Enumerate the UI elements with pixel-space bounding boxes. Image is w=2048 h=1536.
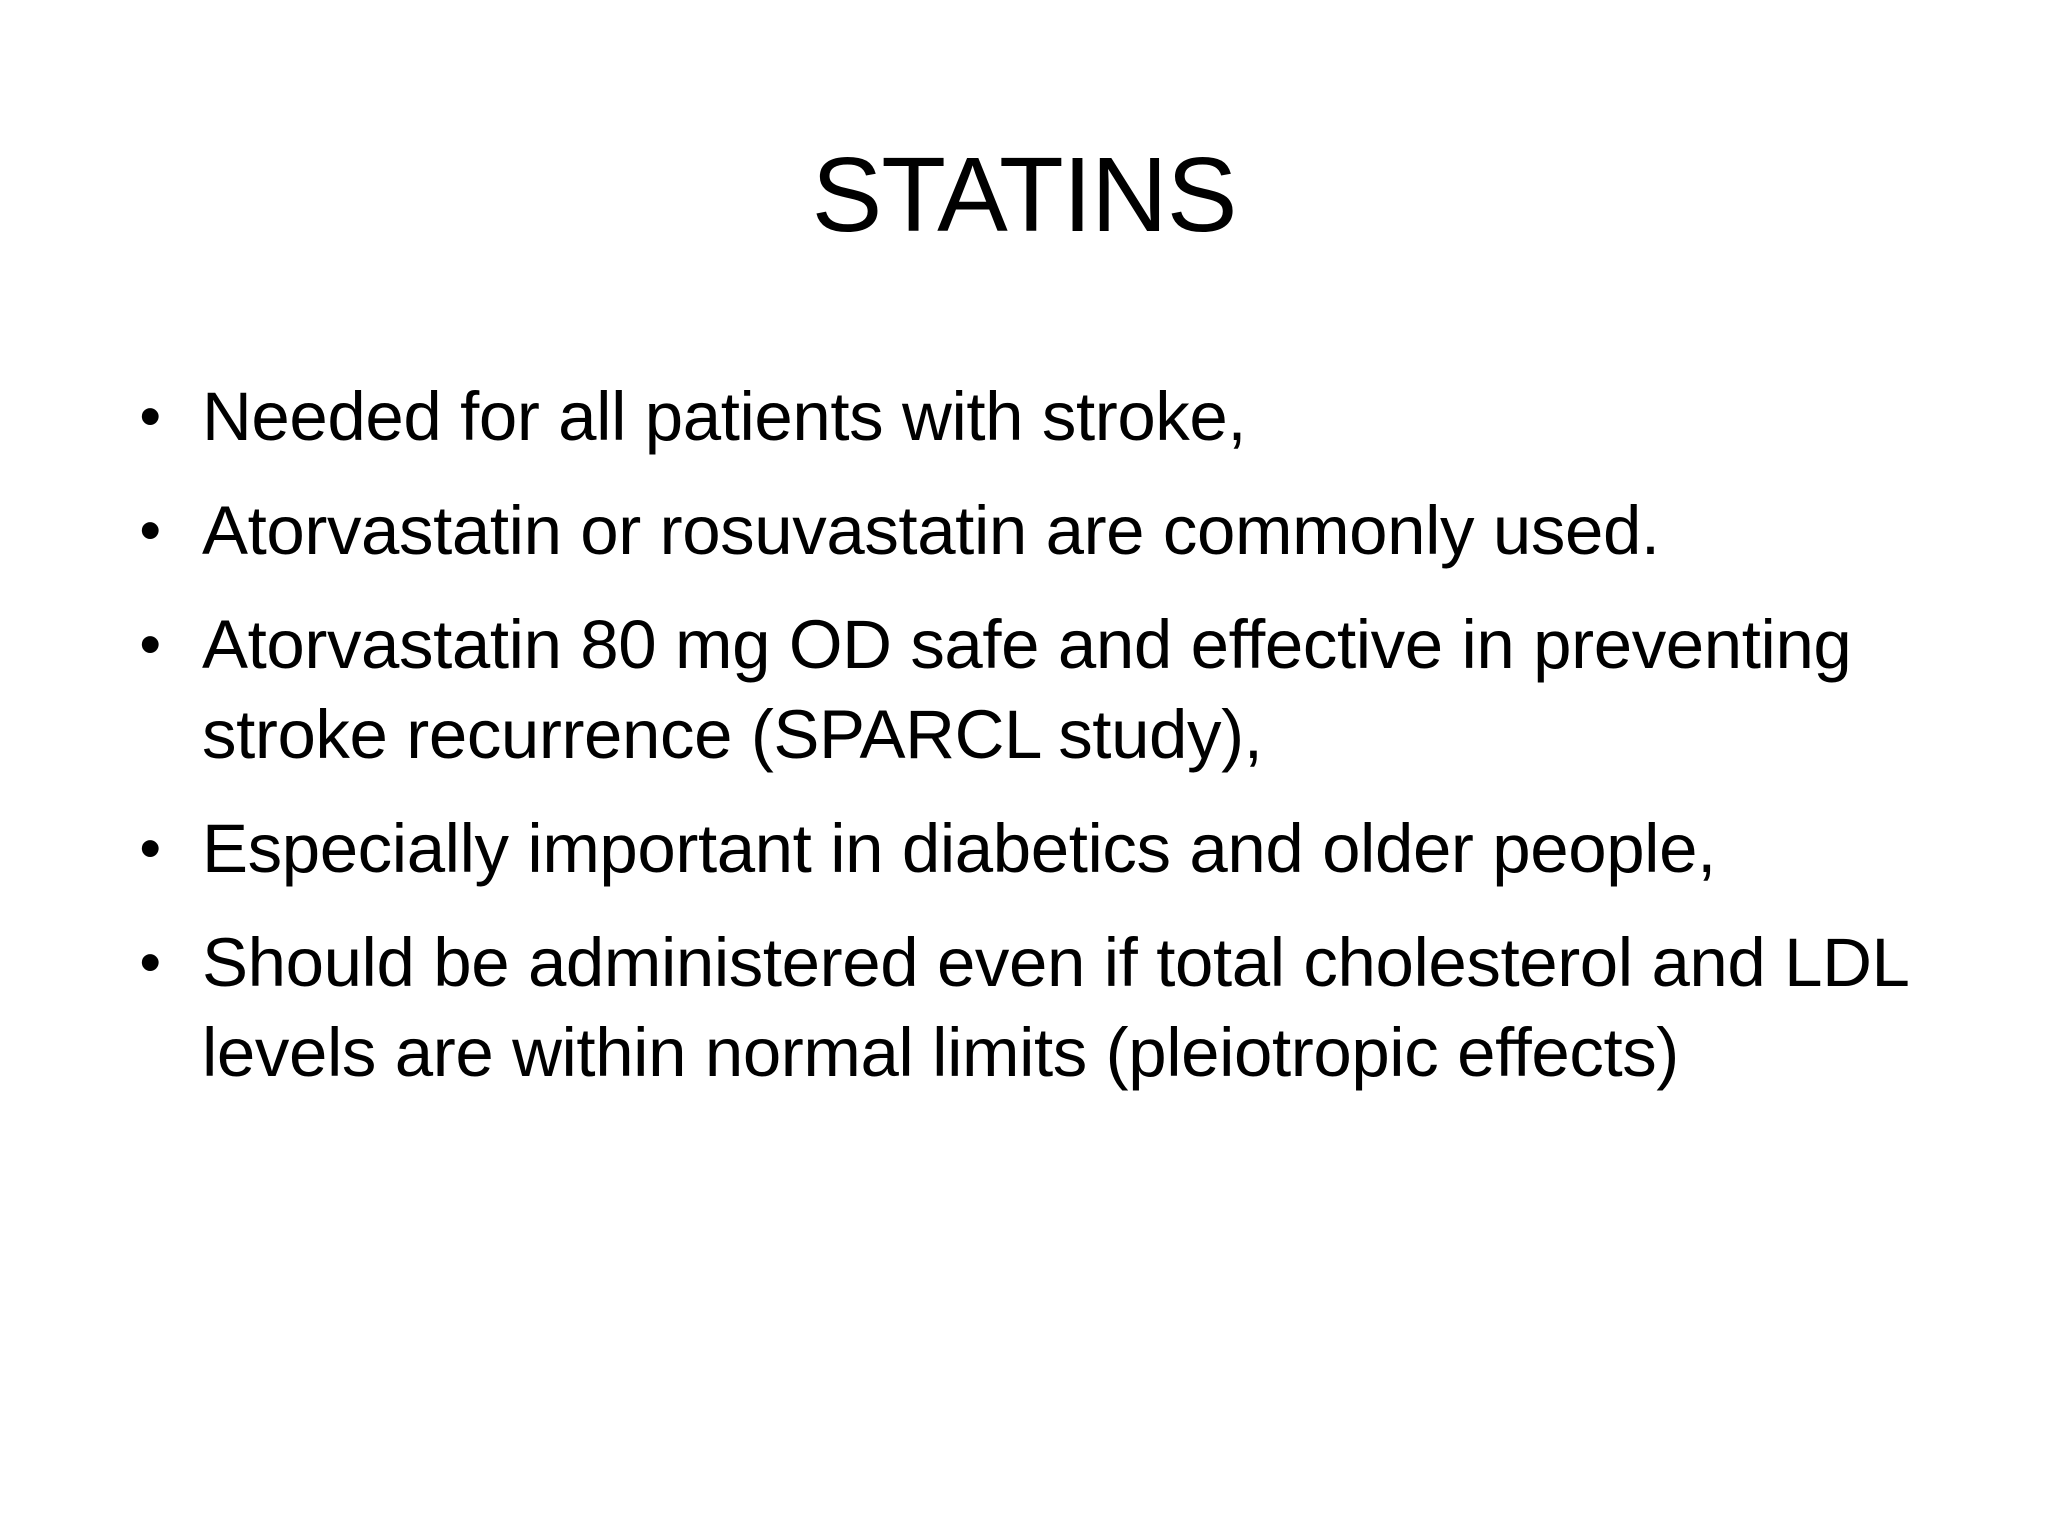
bullet-text: Should be administered even if total cholesterol and LDL levels are within normal limits (pleiotropic effects) [202,924,1907,1091]
bullet-item-common-statins [120,486,1970,576]
bullet-item-normal-limits [120,918,1970,1098]
slide-title: STATINS [811,136,1237,254]
bullet-text: Especially important in diabetics and older people, [202,810,1716,887]
bullet-icon: • [139,382,161,451]
bullet-text: Needed for all patients with stroke, [202,378,1247,455]
bullet-text: Atorvastatin or rosuvastatin are commonly used. [202,492,1660,569]
bullet-text: Atorvastatin 80 mg OD safe and effective in preventing stroke recurrence (SPARCL study), [202,606,1852,773]
bullet-icon: • [139,610,161,679]
bullet-item-atorvastatin-dose [120,600,1970,780]
bullet-icon: • [139,496,161,565]
bullet-item-statins-needed [120,372,1970,462]
bullet-item-especially-important [120,804,1970,894]
bullet-icon: • [139,928,161,997]
bullet-list [120,372,1970,1122]
bullet-icon: • [139,814,161,883]
